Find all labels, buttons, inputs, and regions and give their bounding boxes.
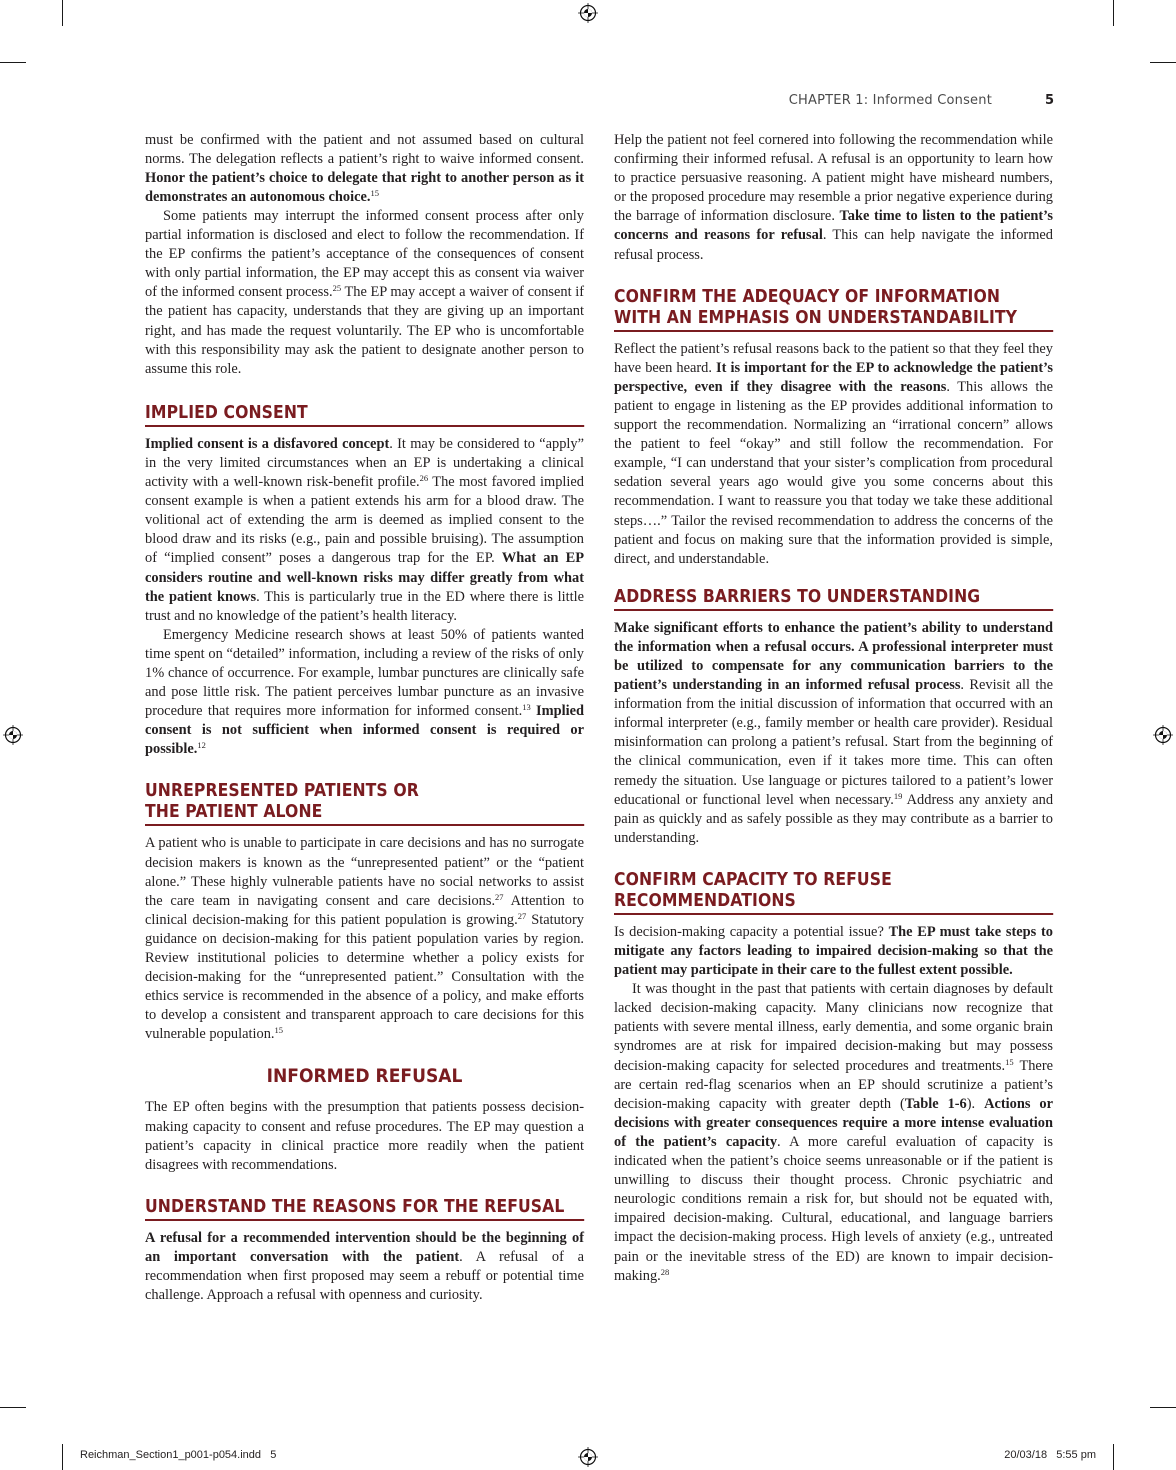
paragraph: Is decision-making capacity a potential issue? The EP must take steps to mitigate any factors leading to impaired decision-making so that the patient may participate in their care to the fullest extent possible. [614, 923, 1053, 979]
paragraph: A patient who is unable to participate in care decisions and has no surrogate decision makers is known as the “unrepresented patient” or the “patient alone.” These highly vulnerable patients have no social networks to assist the care team in navigating consent and care decisions.$^{27}$ Attention to clinical decision-making for this patient population is growing.$^{27}$ Statutory guidance on decision-making for this patient population varies by region. Review institutional policies to determine whether a policy exists for decision-making for the “unrepresented patient.” Consultation with the ethics service is recommended in the absence of a policy, and make efforts to develop a consistent and transparent approach to care decisions for this vulnerable population.$^{15}$ [145, 835, 584, 1043]
left-column [145, 131, 584, 1305]
section-heading: UNREPRESENTED PATIENTS OR THE PATIENT ALONE [145, 781, 584, 826]
paragraph: must be confirmed with the patient and not assumed based on cultural norms. The delegation reflects a patient’s right to waive informed consent. Honor the patient’s choice to delegate that right to another person as it demonstrates an autonomous choice.$^{15}$ [145, 132, 584, 206]
registration-mark-icon [3, 725, 23, 745]
paragraph: Help the patient not feel cornered into following the recommendation while confirming their informed refusal. A refusal is an opportunity to learn how to practice persuasive reasoning. A patient might have misheard numbers, or the proposed procedure may resemble a prior negative experience during the barrage of information disclosure. Take time to listen to the patient’s concerns and reasons for refusal. This can help navigate the informed refusal process. [614, 132, 1053, 263]
right-column [614, 131, 1053, 1286]
paragraph: Reflect the patient’s refusal reasons back to the patient so that they feel they have been heard. It is important for the EP to acknowledge the patient’s perspective, even if they disagree with the reasons. This allows the patient to engage in listening as the EP provides additional information to support the recommendation. Normalizing an “irrational concern” allows the patient to feel “okay” and still follow the recommendation. For example, “I can understand that your sister’s complication from procedural sedation several years ago would give you some concerns about this recommendation. I want to reassure you that today we take these additional steps….” Tailor the revised recommendation to address the concerns of the patient and focus on making sure that the information provided is simple, direct, and understandable. [614, 340, 1053, 567]
registration-mark-icon [578, 1447, 598, 1467]
paragraph: Implied consent is a disfavored concept. It may be considered to “apply” in the very limited circumstances when an EP is undertaking a clinical activity with a well-known risk-benefit profile.$^{26}$ The most favored implied consent example is when a patient extends his arm for a blood draw. The volitional act of extending the arm is deemed as implied consent to the blood draw and its risks (e.g., pain and possible bruising). The assumption of “implied consent” poses a dangerous trap for the EP. What an EP considers routine and well-known risks may differ greatly from what the patient knows. This is particularly true in the ED where there is little trust and no knowledge of the patient’s health literacy. [145, 435, 585, 624]
section-heading: CONFIRM THE ADEQUACY OF INFORMATION WITH AN EMPHASIS ON UNDERSTANDABILITY [614, 287, 1053, 332]
registration-mark-icon [578, 3, 598, 23]
crop-mark [1150, 62, 1176, 63]
slug-filename: Reichman_Section1_p001-p054.indd 5 [80, 1449, 277, 1461]
paragraph: It was thought in the past that patients with certain diagnoses by default lacked decision-making capacity. Many clinicians now recognize that patients with severe mental illness, early dementia, and some organic brain syndromes are at risk for impaired decision-making but may possess decision-making capacity for selected procedures and treatments.$^{15}$ There are certain red-flag scenarios when an EP should scrutinize a patient’s decision-making capacity with greater depth (Table 1-6). Actions or decisions with greater consequences require a more intense evaluation of the patient’s capacity. A more careful evaluation of capacity is indicated when the patient’s choice seems unreasonable or if the patient is unwilling to discuss their thought process. Chronic psychiatric and neurologic conditions remain a risk for, but should not be equated with, impaired decision-making. Cultural, educational, and language barriers impact the decision-making process. High levels of anxiety (e.g., untreated pain or the inevitable stress of the ED) are known to impair decision-making.$^{28}$ [614, 981, 1053, 1284]
section-title: INFORMED REFUSAL [266, 1066, 463, 1088]
crop-mark [1113, 0, 1114, 26]
crop-mark [1150, 1407, 1176, 1408]
paragraph: The EP often begins with the presumption that patients possess decision-making capacity to consent and refuse procedures. The EP may question a patient’s capacity in clinical practice more readily when the patient disagrees with recommendations. [145, 1099, 584, 1173]
paragraph: Emergency Medicine research shows at least 50% of patients wanted time spent on “detailed” information, including a review of the risks of only 1% chance of occurrence. For example, lumbar punctures are clinically safe and pose little risk. The patient perceives lumbar puncture as an invasive procedure that requires more information for informed consent.$^{13}$ Implied consent is not sufficient when informed consent is required or possible.$^{12}$ [145, 626, 584, 758]
crop-mark [0, 1407, 26, 1408]
page-number: 5 [1044, 93, 1054, 108]
slug-datetime: 20/03/18 5:55 pm [1004, 1449, 1096, 1461]
registration-mark-icon [1153, 725, 1173, 745]
section-heading: UNDERSTAND THE REASONS FOR THE REFUSAL [145, 1197, 584, 1221]
running-head [700, 93, 1060, 113]
section-heading: IMPLIED CONSENT [145, 403, 584, 427]
section-heading: CONFIRM CAPACITY TO REFUSE RECOMMENDATIONS [614, 870, 1053, 915]
section-heading: ADDRESS BARRIERS TO UNDERSTANDING [614, 587, 1053, 611]
crop-mark [1113, 1444, 1114, 1470]
paragraph: Make significant efforts to enhance the patient’s ability to understand the information when a refusal occurs. A professional interpreter must be utilized to compensate for any communication barriers to the patient’s understanding in an informed refusal process. Revisit all the information from the initial discussion of information that occurred with an informal interpreter (e.g., family member or health care provider). Residual misinformation can prolong a patient’s refusal. Start from the beginning of the clinical communication, even if it takes more time. This can often remedy the situation. Use language or pictures tailored to a patient’s lower educational or functional level when necessary.$^{19}$ Address any anxiety and pain as quickly and as safely possible as they may contribute as a barrier to understanding. [614, 619, 1054, 846]
crop-mark [62, 0, 63, 26]
crop-mark [0, 62, 26, 63]
paragraph: A refusal for a recommended intervention should be the beginning of an important conversation with the patient. A refusal of a recommendation when first proposed may seem a rebuff or potential time challenge. Approach a refusal with openness and curiosity. [145, 1229, 584, 1304]
chapter-title: CHAPTER 1: Informed Consent [788, 93, 992, 108]
crop-mark [62, 1444, 63, 1470]
paragraph: Some patients may interrupt the informed consent process after only partial information is disclosed and elect to follow the recommendation. If the EP confirms the patient’s acceptance of the consequences of consent with only partial information, the EP may accept this as consent via waiver of the informed consent process.$^{25}$ The EP may accept a waiver of consent if the patient has capacity, understands that they are giving up an important right, and has made the request voluntarily. The EP who is uncomfortable with this responsibility may ask the patient to designate another person to assume this role. [145, 208, 584, 377]
